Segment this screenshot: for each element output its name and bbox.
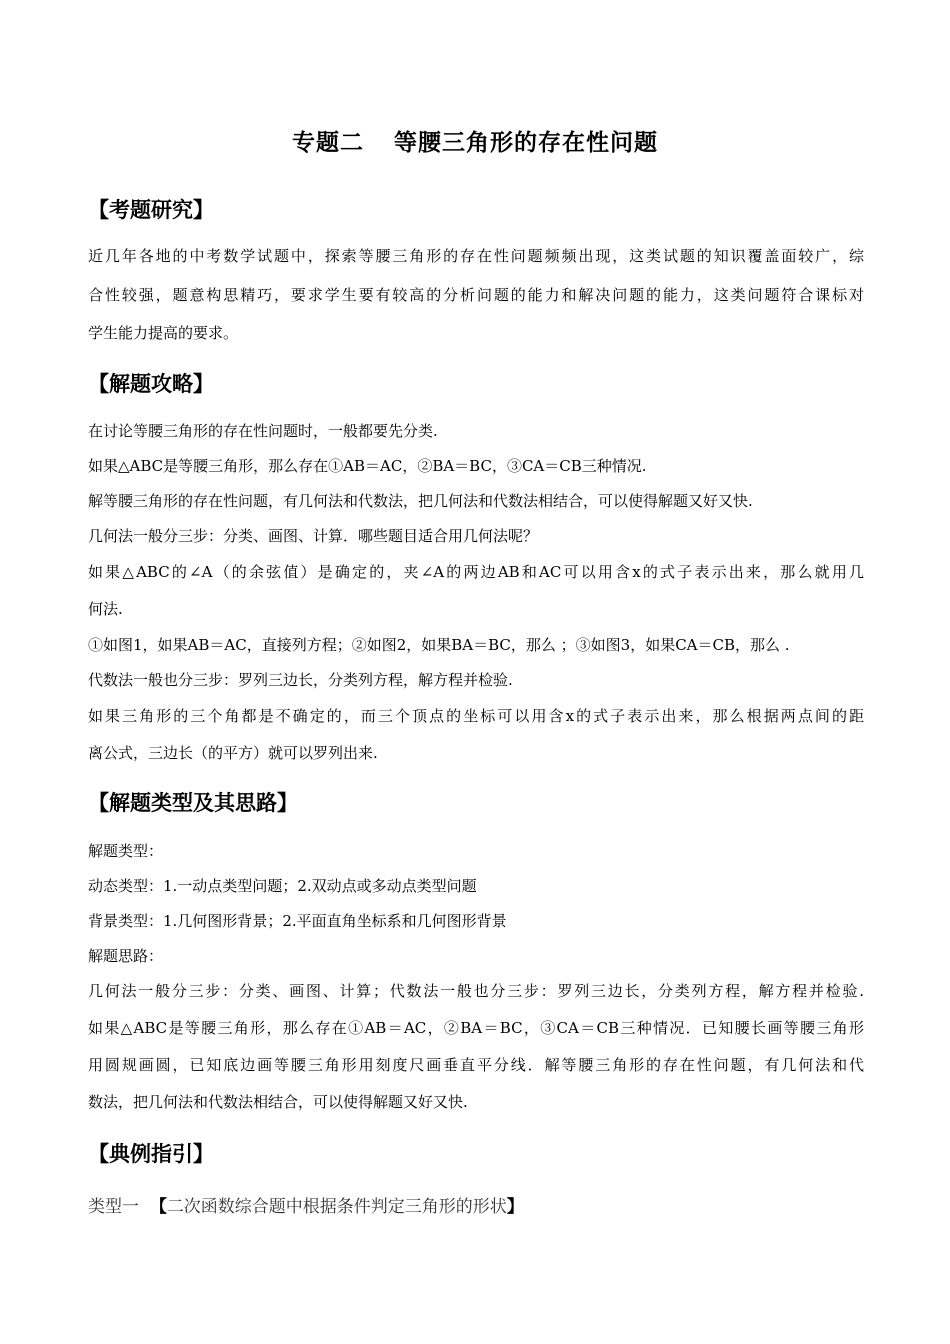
types-line: 解题思路：	[88, 947, 164, 965]
title-part1: 专题二	[292, 130, 364, 156]
research-line: 合性较强，题意构思精巧，要求学生要有较高的分析问题的能力和解决问题的能力，这类问题符合课标对	[88, 286, 864, 304]
section-heading-examples: 【典例指引】	[88, 1142, 214, 1166]
example-type-line	[88, 1192, 524, 1217]
types-line: 数法，把几何法和代数法相结合，可以使得解题又好又快.	[88, 1093, 468, 1111]
types-line: 几何法一般分三步：分类、画图、计算；代数法一般也分三步：罗列三边长，分类列方程，解方程并检验.	[88, 982, 864, 1000]
types-line: 背景类型：1.几何图形背景；2.平面直角坐标系和几何图形背景	[88, 912, 507, 930]
example-bracket-close: 】	[506, 1197, 524, 1217]
example-type-title: 二次函数综合题中根据条件判定三角形的形状	[166, 1197, 507, 1217]
example-type-label: 类型一	[88, 1197, 139, 1217]
section-heading-research: 【考题研究】	[88, 198, 214, 222]
strategy-line: 代数法一般也分三步：罗列三边长，分类列方程，解方程并检验.	[88, 671, 513, 689]
example-bracket-open: 【	[149, 1197, 167, 1217]
types-line: 解题类型：	[88, 842, 164, 860]
strategy-line: 何法.	[88, 600, 123, 618]
strategy-line: 离公式，三边长（的平方）就可以罗列出来.	[88, 744, 378, 762]
section-heading-types: 【解题类型及其思路】	[88, 791, 298, 815]
strategy-line: ①如图1，如果AB＝AC，直接列方程；②如图2，如果BA＝BC，那么 ；③如图3，如果CA＝CB，那么 .	[88, 636, 790, 654]
strategy-line: 几何法一般分三步：分类、画图、计算．哪些题目适合用几何法呢？	[88, 527, 539, 545]
types-line: 如果△ABC是等腰三角形，那么存在①AB＝AC，②BA＝BC，③CA＝CB三种情况．已知腰长画等腰三角形	[88, 1019, 864, 1037]
strategy-line: 如果△ABC是等腰三角形，那么存在①AB＝AC，②BA＝BC，③CA＝CB三种情况.	[88, 457, 647, 475]
strategy-line: 如果三角形的三个角都是不确定的，而三个顶点的坐标可以用含x的式子表示出来，那么根据两点间的距	[88, 707, 864, 725]
strategy-line: 如果△ABC的∠A（的余弦值）是确定的，夹∠A的两边AB和AC可以用含x的式子表示出来，那么就用几	[88, 563, 864, 581]
research-line: 近几年各地的中考数学试题中，探索等腰三角形的存在性问题频频出现，这类试题的知识覆盖面较广，综	[88, 247, 864, 265]
types-line: 用圆规画圆，已知底边画等腰三角形用刻度尺画垂直平分线．解等腰三角形的存在性问题，有几何法和代	[88, 1056, 864, 1074]
section-heading-strategy: 【解题攻略】	[88, 372, 214, 396]
research-line: 学生能力提高的要求。	[88, 324, 239, 342]
page-title	[0, 124, 950, 157]
title-part2: 等腰三角形的存在性问题	[394, 130, 658, 156]
strategy-line: 在讨论等腰三角形的存在性问题时，一般都要先分类.	[88, 422, 438, 440]
types-line: 动态类型：1.一动点类型问题；2.双动点或多动点类型问题	[88, 877, 477, 895]
strategy-line: 解等腰三角形的存在性问题，有几何法和代数法，把几何法和代数法相结合，可以使得解题又好又快.	[88, 492, 753, 510]
